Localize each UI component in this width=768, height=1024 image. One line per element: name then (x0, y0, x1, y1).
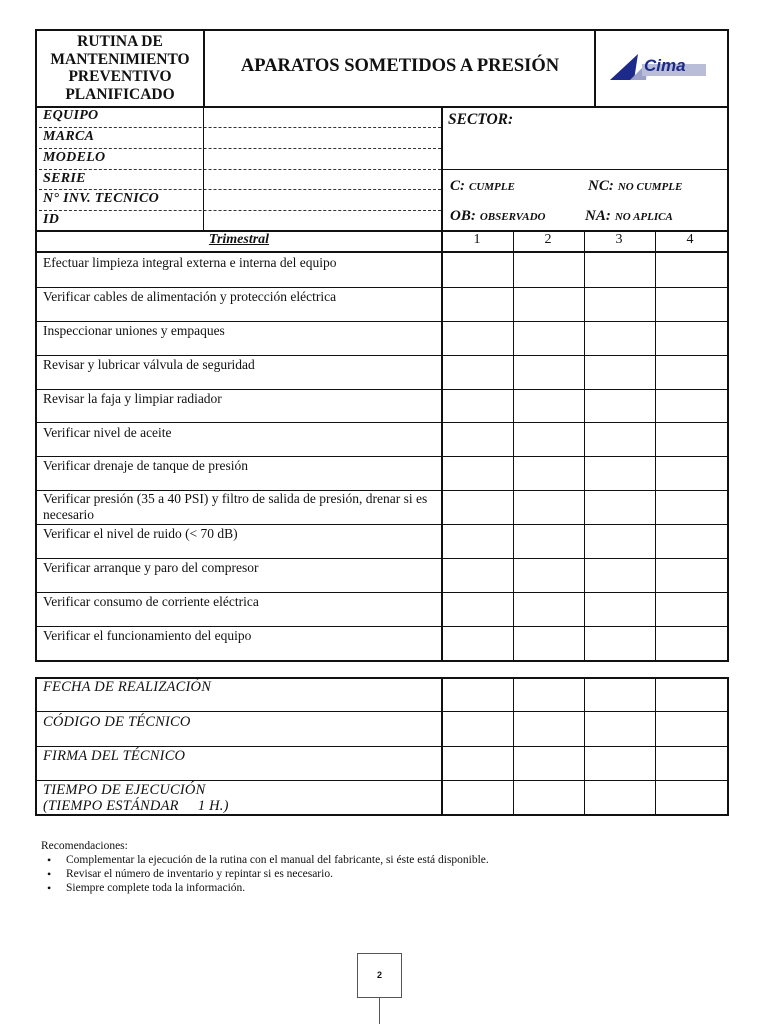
sector-label: SECTOR: (448, 111, 514, 128)
frequency-header: Trimestral (208, 232, 270, 247)
recommendation-item: • Siempre complete toda la información. (41, 881, 701, 895)
codigo-tecnico-label: CÓDIGO DE TÉCNICO (43, 714, 191, 730)
legend-cumple: C: CUMPLE (450, 178, 515, 194)
task-item: Revisar y lubricar válvula de seguridad (43, 357, 255, 372)
column-header-2: 2 (544, 232, 552, 247)
document-title: APARATOS SOMETIDOS A PRESIÓN (240, 56, 560, 76)
column-header-3: 3 (615, 232, 623, 247)
task-item: Revisar la faja y limpiar radiador (43, 391, 222, 406)
task-item: Verificar el nivel de ruido (< 70 dB) (43, 526, 238, 541)
task-item: Inspeccionar uniones y empaques (43, 323, 225, 338)
task-item: Verificar cables de alimentación y protección eléctrica (43, 289, 337, 304)
task-item: Verificar drenaje de tanque de presión (43, 458, 249, 473)
field-modelo-label: MODELO (43, 150, 106, 165)
task-item: Verificar nivel de aceite (43, 425, 172, 440)
recommendation-item: • Revisar el número de inventario y repintar si es necesario. (41, 867, 701, 881)
fecha-realizacion-label: FECHA DE REALIZACIÓN (43, 679, 212, 695)
legend-no-cumple: NC: NO CUMPLE (588, 178, 683, 194)
cima-logo (608, 48, 714, 84)
field-equipo-label: EQUIPO (43, 108, 99, 123)
field-marca-label: MARCA (43, 129, 95, 144)
task-item: Verificar consumo de corriente eléctrica (43, 594, 259, 609)
routine-title: RUTINA DE MANTENIMIENTO PREVENTIVO PLANIFICADO (50, 33, 190, 103)
field-serie-label: SERIE (43, 171, 86, 186)
task-item: Verificar presión (35 a 40 PSI) y filtro de salida de presión, drenar si es necesario (43, 491, 428, 522)
field-id-label: ID (43, 212, 60, 227)
logo-text: Cima (644, 56, 686, 75)
task-item: Verificar arranque y paro del compresor (43, 560, 259, 575)
tiempo-ejecucion-label: TIEMPO DE EJECUCIÓN (43, 782, 206, 798)
legend-observado: OB: OBSERVADO (450, 208, 546, 224)
recommendations-title: Recomendaciones: (41, 840, 128, 852)
column-header-4: 4 (686, 232, 694, 247)
field-inventario-label: N° INV. TECNICO (43, 191, 160, 206)
task-item: Verificar el funcionamiento del equipo (43, 628, 252, 643)
recommendations (41, 839, 701, 895)
column-header-1: 1 (473, 232, 481, 247)
firma-tecnico-label: FIRMA DEL TÉCNICO (43, 748, 186, 764)
recommendation-item: • Complementar la ejecución de la rutina con el manual del fabricante, si éste está disponible. (41, 853, 701, 867)
page-number: 2 (376, 970, 382, 980)
legend-no-aplica: NA: NO APLICA (585, 208, 673, 224)
tiempo-estandar-label: (TIEMPO ESTÁNDAR 1 H.) (43, 798, 229, 814)
task-item: Efectuar limpieza integral externa e interna del equipo (43, 255, 337, 270)
